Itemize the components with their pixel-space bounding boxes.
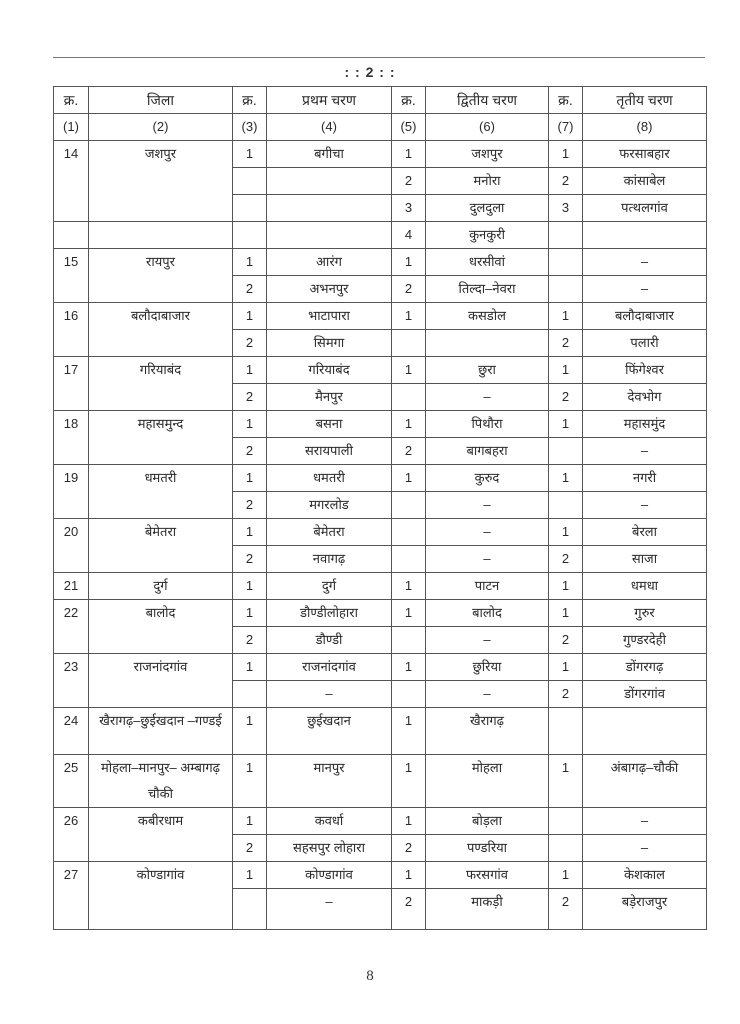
phase3-block: धमधा xyxy=(583,573,707,600)
phase1-block: सहसपुर लोहारा xyxy=(267,835,392,862)
header-number: (5) xyxy=(392,114,426,141)
district-serial: 14 xyxy=(54,141,89,222)
phase2-block: – xyxy=(426,627,549,654)
phase3-serial: 2 xyxy=(549,168,583,195)
phase2-serial: 1 xyxy=(392,654,426,681)
phase1-serial: 1 xyxy=(233,519,267,546)
phase2-serial: 1 xyxy=(392,141,426,168)
header-phase3: तृतीय चरण xyxy=(583,87,707,114)
district-name: मोहला–मानपुर– अम्बागढ़ चौकी xyxy=(89,755,233,808)
header-phase2: द्वितीय चरण xyxy=(426,87,549,114)
phase3-serial: 2 xyxy=(549,889,583,930)
phase2-block: कुरुद xyxy=(426,465,549,492)
table-row xyxy=(54,465,707,492)
phase3-block: पत्थलगांव xyxy=(583,195,707,222)
table-row xyxy=(54,573,707,600)
phase2-serial: 2 xyxy=(392,835,426,862)
phase1-block: बगीचा xyxy=(267,141,392,168)
phase1-block: राजनांदगांव xyxy=(267,654,392,681)
phase2-block: मनोरा xyxy=(426,168,549,195)
phase2-block: जशपुर xyxy=(426,141,549,168)
phase2-block: मोहला xyxy=(426,755,549,808)
phase1-serial xyxy=(233,222,267,249)
district-serial: 16 xyxy=(54,303,89,357)
phase2-serial: 1 xyxy=(392,465,426,492)
phase2-serial: 1 xyxy=(392,411,426,438)
phase3-block: पलारी xyxy=(583,330,707,357)
phase2-serial: 2 xyxy=(392,168,426,195)
table-row xyxy=(54,708,707,755)
phase2-block: – xyxy=(426,519,549,546)
phase2-serial: 2 xyxy=(392,438,426,465)
district-serial-empty xyxy=(54,222,89,249)
phase2-serial: 1 xyxy=(392,249,426,276)
phase3-block: महासमुंद xyxy=(583,411,707,438)
district-serial: 22 xyxy=(54,600,89,654)
phase3-block: साजा xyxy=(583,546,707,573)
phase3-block: फरसाबहार xyxy=(583,141,707,168)
phase2-serial xyxy=(392,384,426,411)
phase2-block: बोड़ला xyxy=(426,808,549,835)
phase2-serial: 1 xyxy=(392,862,426,889)
phase1-serial: 1 xyxy=(233,862,267,889)
phase1-block xyxy=(267,222,392,249)
top-rule xyxy=(53,57,705,58)
phase3-block xyxy=(583,222,707,249)
phase2-block: बालोद xyxy=(426,600,549,627)
phase3-serial xyxy=(549,222,583,249)
phase3-block: गुण्डरदेही xyxy=(583,627,707,654)
header-phase1: प्रथम चरण xyxy=(267,87,392,114)
phase1-serial: 2 xyxy=(233,276,267,303)
phase3-serial: 1 xyxy=(549,357,583,384)
header-sno: क्र. xyxy=(54,87,89,114)
phase3-block: – xyxy=(583,249,707,276)
phase2-block: पण्डरिया xyxy=(426,835,549,862)
phase1-block: कवर्धा xyxy=(267,808,392,835)
phase3-serial: 2 xyxy=(549,384,583,411)
phase1-serial xyxy=(233,889,267,930)
phase1-serial: 1 xyxy=(233,654,267,681)
phase1-serial: 1 xyxy=(233,708,267,755)
phase1-block: डौण्डी xyxy=(267,627,392,654)
phase1-block: – xyxy=(267,889,392,930)
phase2-block: पाटन xyxy=(426,573,549,600)
phase1-serial: 2 xyxy=(233,384,267,411)
phase3-serial: 1 xyxy=(549,862,583,889)
phase1-serial: 1 xyxy=(233,303,267,330)
phase1-block: मैनपुर xyxy=(267,384,392,411)
phase3-block: बड़ेराजपुर xyxy=(583,889,707,930)
phase3-serial: 1 xyxy=(549,303,583,330)
phase2-block: – xyxy=(426,492,549,519)
table-row xyxy=(54,411,707,438)
phase2-serial: 1 xyxy=(392,755,426,808)
phase2-serial xyxy=(392,492,426,519)
phase3-serial: 1 xyxy=(549,573,583,600)
district-serial: 21 xyxy=(54,573,89,600)
phase2-serial: 2 xyxy=(392,889,426,930)
phase2-block: छुरा xyxy=(426,357,549,384)
district-serial: 18 xyxy=(54,411,89,465)
phase1-block xyxy=(267,168,392,195)
phase2-serial: 1 xyxy=(392,708,426,755)
phase1-serial: 1 xyxy=(233,808,267,835)
phase1-serial: 2 xyxy=(233,835,267,862)
phase3-serial xyxy=(549,438,583,465)
header-sno-phase2: क्र. xyxy=(392,87,426,114)
phase1-serial: 1 xyxy=(233,357,267,384)
phase-schedule-table xyxy=(53,86,707,930)
phase3-block xyxy=(583,708,707,755)
district-serial: 15 xyxy=(54,249,89,303)
district-serial: 24 xyxy=(54,708,89,755)
district-name: गरियाबंद xyxy=(89,357,233,411)
phase3-block: अंबागढ़–चौकी xyxy=(583,755,707,808)
phase2-block: पिथौरा xyxy=(426,411,549,438)
phase1-block: मगरलोड xyxy=(267,492,392,519)
header-sno-phase3: क्र. xyxy=(549,87,583,114)
phase2-block: दुलदुला xyxy=(426,195,549,222)
phase1-serial: 2 xyxy=(233,330,267,357)
phase2-serial xyxy=(392,546,426,573)
phase3-block: – xyxy=(583,492,707,519)
phase3-serial: 1 xyxy=(549,600,583,627)
phase3-block: डोंगरगढ़ xyxy=(583,654,707,681)
phase1-block: नवागढ़ xyxy=(267,546,392,573)
phase1-serial xyxy=(233,195,267,222)
district-name: महासमुन्द xyxy=(89,411,233,465)
phase1-block: धमतरी xyxy=(267,465,392,492)
phase3-block: गुरुर xyxy=(583,600,707,627)
phase2-serial: 1 xyxy=(392,808,426,835)
phase1-block: – xyxy=(267,681,392,708)
table-row xyxy=(54,519,707,546)
phase1-block: आरंग xyxy=(267,249,392,276)
phase2-serial: 1 xyxy=(392,600,426,627)
table-row xyxy=(54,357,707,384)
phase1-serial: 1 xyxy=(233,249,267,276)
header-number: (3) xyxy=(233,114,267,141)
phase3-block: केशकाल xyxy=(583,862,707,889)
phase1-serial: 1 xyxy=(233,755,267,808)
header-sno-phase1: क्र. xyxy=(233,87,267,114)
phase1-block: दुर्ग xyxy=(267,573,392,600)
district-name: बलौदाबाजार xyxy=(89,303,233,357)
phase2-block: कसडोल xyxy=(426,303,549,330)
phase3-serial: 1 xyxy=(549,141,583,168)
phase1-serial: 1 xyxy=(233,465,267,492)
phase3-block: नगरी xyxy=(583,465,707,492)
phase3-serial xyxy=(549,249,583,276)
phase2-block xyxy=(426,330,549,357)
phase1-serial: 2 xyxy=(233,438,267,465)
phase2-serial: 1 xyxy=(392,357,426,384)
district-serial: 23 xyxy=(54,654,89,708)
district-serial: 19 xyxy=(54,465,89,519)
phase3-serial: 3 xyxy=(549,195,583,222)
table-row xyxy=(54,249,707,276)
phase3-serial xyxy=(549,276,583,303)
phase2-block: – xyxy=(426,546,549,573)
phase1-block: डौण्डीलोहारा xyxy=(267,600,392,627)
district-serial: 17 xyxy=(54,357,89,411)
table-row xyxy=(54,222,707,249)
phase3-block: – xyxy=(583,808,707,835)
phase2-serial xyxy=(392,330,426,357)
phase2-serial: 3 xyxy=(392,195,426,222)
header-number: (6) xyxy=(426,114,549,141)
phase1-serial: 1 xyxy=(233,573,267,600)
phase3-serial: 1 xyxy=(549,654,583,681)
phase3-serial xyxy=(549,492,583,519)
phase2-block: बागबहरा xyxy=(426,438,549,465)
phase3-block: – xyxy=(583,835,707,862)
phase2-block: – xyxy=(426,681,549,708)
header-number: (7) xyxy=(549,114,583,141)
phase1-serial: 2 xyxy=(233,627,267,654)
table-row xyxy=(54,303,707,330)
header-number-row xyxy=(54,114,707,141)
phase2-block: तिल्दा–नेवरा xyxy=(426,276,549,303)
table-row xyxy=(54,755,707,808)
district-name: रायपुर xyxy=(89,249,233,303)
district-name: जशपुर xyxy=(89,141,233,222)
phase3-serial xyxy=(549,835,583,862)
phase1-block: भाटापारा xyxy=(267,303,392,330)
table-body xyxy=(54,141,707,930)
phase1-block: अभनपुर xyxy=(267,276,392,303)
phase2-block: कुनकुरी xyxy=(426,222,549,249)
table-row xyxy=(54,862,707,889)
header-number: (8) xyxy=(583,114,707,141)
phase1-block: छुईखदान xyxy=(267,708,392,755)
header-district: जिला xyxy=(89,87,233,114)
phase1-block: सिमगा xyxy=(267,330,392,357)
phase3-serial: 2 xyxy=(549,546,583,573)
table-row xyxy=(54,600,707,627)
phase3-serial: 2 xyxy=(549,627,583,654)
district-serial: 26 xyxy=(54,808,89,862)
phase1-block: सरायपाली xyxy=(267,438,392,465)
district-serial: 27 xyxy=(54,862,89,930)
header-number: (2) xyxy=(89,114,233,141)
phase3-block: बलौदाबाजार xyxy=(583,303,707,330)
table-row xyxy=(54,808,707,835)
phase1-serial: 2 xyxy=(233,492,267,519)
district-name: धमतरी xyxy=(89,465,233,519)
phase2-serial: 2 xyxy=(392,276,426,303)
district-name-empty xyxy=(89,222,233,249)
table-row xyxy=(54,654,707,681)
district-name: बेमेतरा xyxy=(89,519,233,573)
phase3-block: कांसाबेल xyxy=(583,168,707,195)
phase2-serial: 1 xyxy=(392,573,426,600)
district-serial: 25 xyxy=(54,755,89,808)
district-serial: 20 xyxy=(54,519,89,573)
phase2-block: छुरिया xyxy=(426,654,549,681)
phase1-serial xyxy=(233,681,267,708)
phase1-serial xyxy=(233,168,267,195)
district-name: कोण्डागांव xyxy=(89,862,233,930)
phase1-serial: 2 xyxy=(233,546,267,573)
district-name: कबीरधाम xyxy=(89,808,233,862)
phase2-block: – xyxy=(426,384,549,411)
phase1-serial: 1 xyxy=(233,141,267,168)
phase1-block: बेमेतरा xyxy=(267,519,392,546)
phase2-serial xyxy=(392,627,426,654)
phase2-block: फरसगांव xyxy=(426,862,549,889)
phase3-serial: 1 xyxy=(549,411,583,438)
phase3-serial: 1 xyxy=(549,755,583,808)
phase3-serial xyxy=(549,708,583,755)
phase1-block xyxy=(267,195,392,222)
phase3-serial: 1 xyxy=(549,465,583,492)
phase3-block: देवभोग xyxy=(583,384,707,411)
phase1-block: कोण्डागांव xyxy=(267,862,392,889)
phase3-block: बेरला xyxy=(583,519,707,546)
district-name: राजनांदगांव xyxy=(89,654,233,708)
header-row xyxy=(54,87,707,114)
phase3-block: फिंगेश्वर xyxy=(583,357,707,384)
phase3-block: – xyxy=(583,276,707,303)
table-row xyxy=(54,141,707,168)
header-number: (1) xyxy=(54,114,89,141)
phase2-block: माकड़ी xyxy=(426,889,549,930)
phase3-serial: 2 xyxy=(549,330,583,357)
phase1-block: मानपुर xyxy=(267,755,392,808)
phase2-block: धरसीवां xyxy=(426,249,549,276)
page-number: 8 xyxy=(366,968,374,984)
phase2-serial: 4 xyxy=(392,222,426,249)
district-name: बालोद xyxy=(89,600,233,654)
phase3-block: – xyxy=(583,438,707,465)
phase1-block: गरियाबंद xyxy=(267,357,392,384)
header-number: (4) xyxy=(267,114,392,141)
district-name: दुर्ग xyxy=(89,573,233,600)
district-name: खैरागढ़–छुईखदान –गण्डई xyxy=(89,708,233,755)
phase2-serial: 1 xyxy=(392,303,426,330)
page-marker: : : 2 : : xyxy=(344,64,396,80)
phase3-serial xyxy=(549,808,583,835)
phase1-serial: 1 xyxy=(233,600,267,627)
phase3-serial: 2 xyxy=(549,681,583,708)
phase1-serial: 1 xyxy=(233,411,267,438)
phase2-block: खैरागढ़ xyxy=(426,708,549,755)
phase2-serial xyxy=(392,519,426,546)
phase2-serial xyxy=(392,681,426,708)
phase1-block: बसना xyxy=(267,411,392,438)
phase3-block: डोंगरगांव xyxy=(583,681,707,708)
phase3-serial: 1 xyxy=(549,519,583,546)
